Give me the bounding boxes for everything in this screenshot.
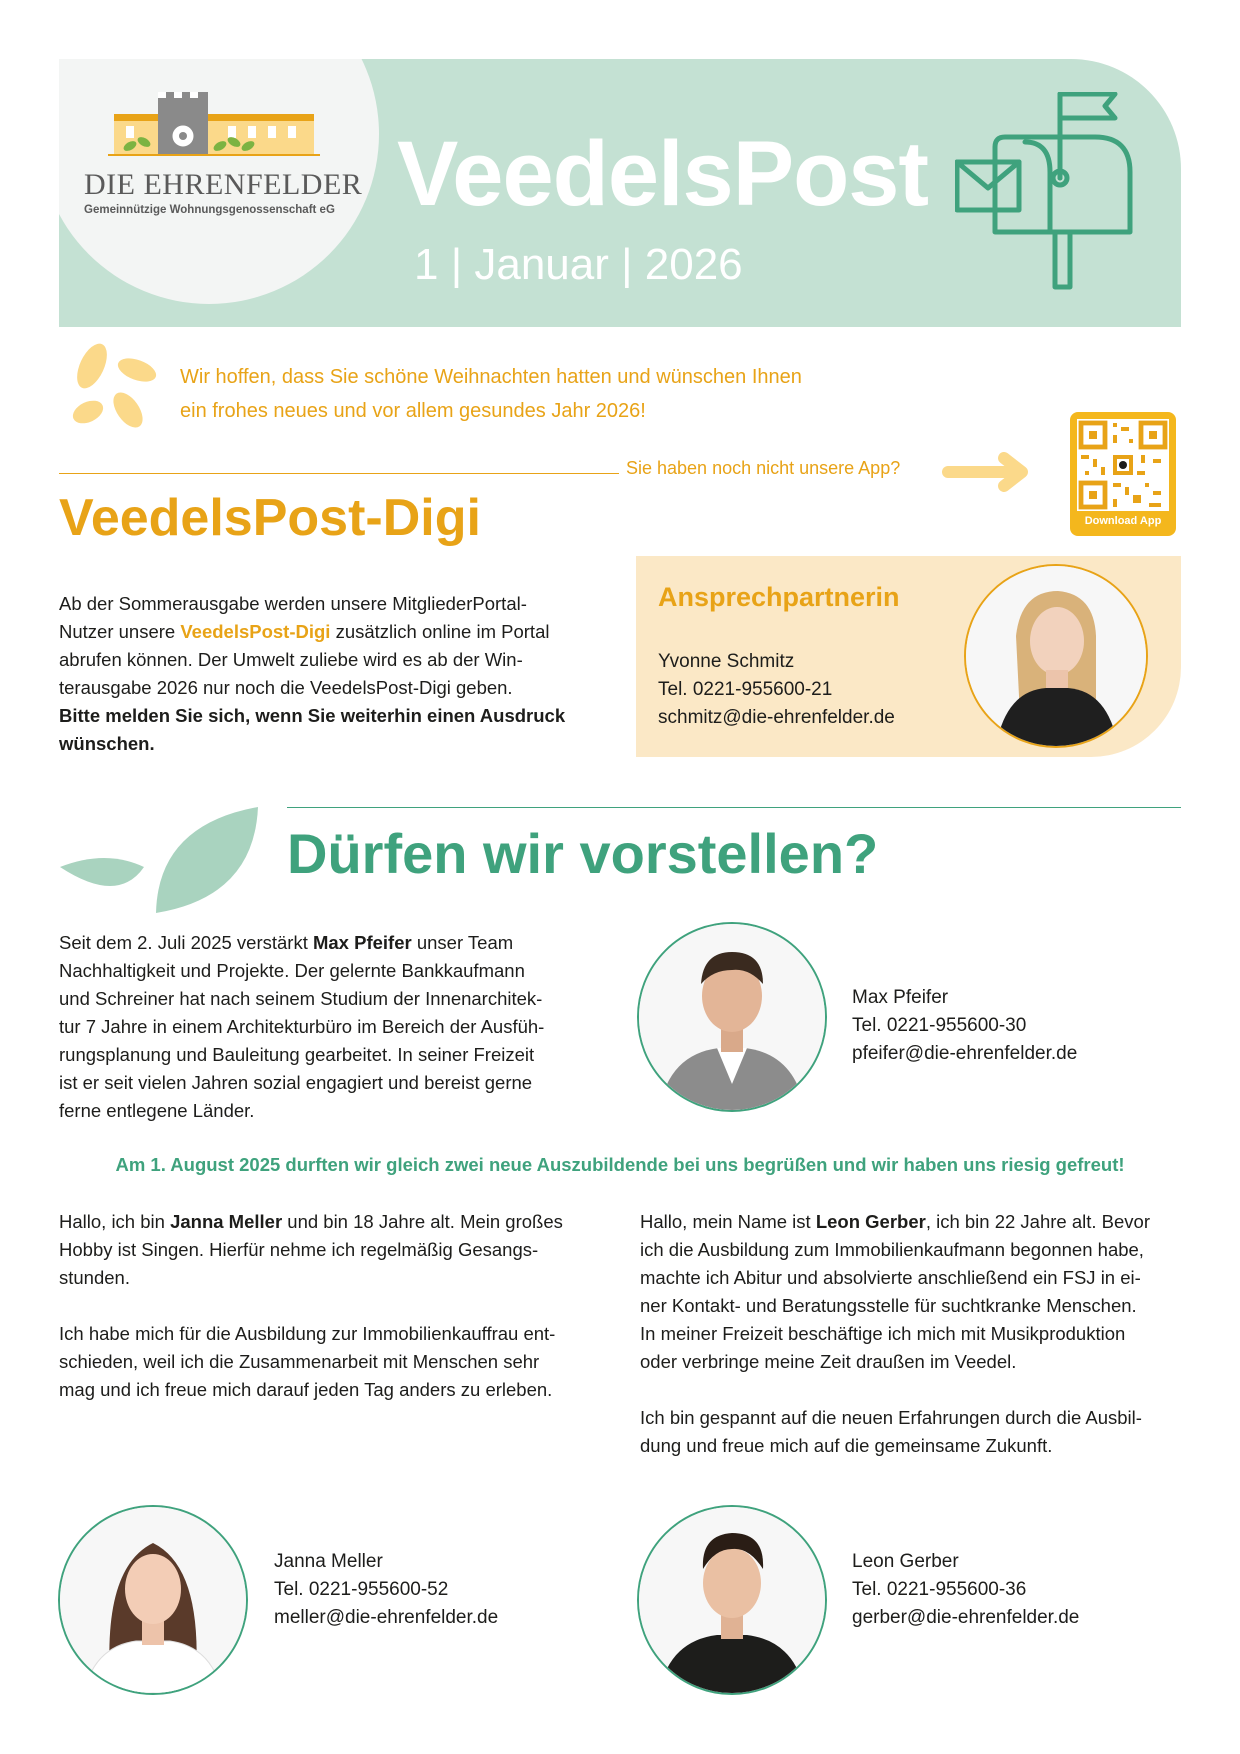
max-line-3: und Schreiner hat nach seinem Studium der Innenarchitek-	[59, 988, 543, 1009]
digi-line-1: Ab der Sommerausgabe werden unsere MitgliederPortal-	[59, 593, 527, 614]
greeting-line-1: Wir hoffen, dass Sie schöne Weihnachten hatten und wünschen Ihnen	[180, 366, 802, 388]
digi-bold-line-end: wünschen.	[59, 733, 155, 754]
janna-line-5: schieden, weil ich die Zusammenarbeit mit Menschen sehr	[59, 1351, 540, 1372]
leon-line-3: machte ich Abitur und absolvierte anschließend ein FSJ in ei-	[640, 1267, 1141, 1288]
download-app-label: Download App	[1084, 515, 1162, 527]
divider-green	[287, 807, 1181, 808]
leon-line-6: oder verbringe meine Zeit draußen im Veedel.	[640, 1351, 1017, 1372]
max-line-4: tur 7 Jahre in einem Architekturbüro im Bereich der Ausfüh-	[59, 1016, 545, 1037]
janna-contact-name: Janna Meller	[274, 1551, 383, 1572]
leon-line-4: ner Kontakt- und Beratungsstelle für suchtkranke Menschen.	[640, 1295, 1137, 1316]
leon-spacer	[640, 1376, 1185, 1404]
janna-line-1-end: und bin 18 Jahre alt. Mein großes	[282, 1211, 563, 1232]
logo-subtitle: Gemeinnützige Wohnungsgenossenschaft eG	[84, 204, 335, 216]
avatar-janna-meller	[58, 1505, 248, 1695]
digi-bold-line: Bitte melden Sie sich, wenn Sie weiterhin einen Ausdruck	[59, 705, 566, 726]
janna-spacer	[59, 1292, 599, 1320]
max-contact-name: Max Pfeifer	[852, 987, 949, 1008]
digi-line-2-start: Nutzer unsere	[59, 621, 181, 642]
janna-line-4: Ich habe mich für die Ausbildung zur Immobilienkauffrau ent-	[59, 1323, 556, 1344]
page-title: VeedelsPost	[397, 123, 929, 225]
leon-contact-phone: Tel. 0221-955600-36	[852, 1579, 1027, 1600]
digi-line-4: terausgabe 2026 nur noch die VeedelsPost-Digi geben.	[59, 677, 513, 698]
max-line-1	[59, 929, 599, 957]
max-contact	[852, 984, 1077, 1068]
janna-line-1	[59, 1208, 599, 1236]
avatar-yvonne-schmitz	[964, 564, 1148, 748]
digi-text	[59, 590, 599, 758]
august-announcement: Am 1. August 2025 durften wir gleich zwei neue Auszubildende bei uns begrüßen und wir haben uns riesig gefreut!	[115, 1154, 1125, 1175]
arrow-right-icon	[940, 452, 1032, 492]
qr-code-icon	[1077, 419, 1169, 511]
leaves-green-icon	[58, 805, 268, 915]
leon-intro	[640, 1208, 1185, 1460]
download-app-qr[interactable]	[1070, 412, 1176, 536]
greeting-text	[180, 360, 802, 428]
janna-line-1-start: Hallo, ich bin	[59, 1211, 171, 1232]
avatar-max-pfeifer	[637, 922, 827, 1112]
app-prompt: Sie haben noch nicht unsere App?	[626, 458, 901, 478]
divider-gold	[59, 473, 619, 474]
leon-line-1-start: Hallo, mein Name ist	[640, 1211, 816, 1232]
digi-highlight: VeedelsPost-Digi	[180, 621, 331, 642]
max-name-bold: Max Pfeifer	[312, 932, 412, 953]
janna-line-6: mag und ich freue mich darauf jeden Tag anders zu erleben.	[59, 1379, 553, 1400]
leon-name-bold: Leon Gerber	[815, 1211, 926, 1232]
digi-line-5	[59, 702, 599, 730]
digi-line-2	[59, 618, 599, 646]
max-line-2: Nachhaltigkeit und Projekte. Der gelernte Bankkaufmann	[59, 960, 525, 981]
max-line-5: rungsplanung und Bauleitung gearbeitet. In seiner Freizeit	[59, 1044, 535, 1065]
janna-intro	[59, 1208, 599, 1404]
greeting-line-2: ein frohes neues und vor allem gesundes Jahr 2026!	[180, 400, 646, 422]
logo-building-icon	[108, 92, 338, 164]
section-title-vorstellen: Dürfen wir vorstellen?	[287, 822, 879, 885]
digi-line-6	[59, 730, 599, 758]
leon-line-2: ich die Ausbildung zum Immobilienkaufmann begonnen habe,	[640, 1239, 1144, 1260]
leon-line-5: In meiner Freizeit beschäftige ich mich mit Musikproduktion	[640, 1323, 1126, 1344]
max-intro	[59, 929, 599, 1125]
leaves-icon	[70, 340, 160, 430]
avatar-leon-gerber	[637, 1505, 827, 1695]
contact-details	[658, 648, 895, 732]
contact-email[interactable]: schmitz@die-ehrenfelder.de	[658, 707, 895, 728]
leon-contact	[852, 1548, 1079, 1632]
max-line-7: ferne entlegene Länder.	[59, 1100, 255, 1121]
janna-contact	[274, 1548, 498, 1632]
max-contact-email[interactable]: pfeifer@die-ehrenfelder.de	[852, 1043, 1078, 1064]
leon-line-1	[640, 1208, 1185, 1236]
contact-name: Yvonne Schmitz	[658, 651, 795, 672]
janna-name-bold: Janna Meller	[170, 1211, 283, 1232]
contact-phone: Tel. 0221-955600-21	[658, 679, 833, 700]
leon-line-8: dung und freue mich auf die gemeinsame Zukunft.	[640, 1435, 1053, 1456]
janna-contact-phone: Tel. 0221-955600-52	[274, 1579, 449, 1600]
mailbox-icon	[955, 92, 1155, 292]
max-line-6: ist er seit vielen Jahren sozial engagiert und bereist gerne	[59, 1072, 533, 1093]
max-line-1-start: Seit dem 2. Juli 2025 verstärkt	[59, 932, 313, 953]
digi-line-2-end: zusätzlich online im Portal	[330, 621, 550, 642]
max-contact-phone: Tel. 0221-955600-30	[852, 1015, 1027, 1036]
leon-line-1-end: , ich bin 22 Jahre alt. Bevor	[925, 1211, 1150, 1232]
max-line-1-end: unser Team	[411, 932, 514, 953]
leon-line-7: Ich bin gespannt auf die neuen Erfahrungen durch die Ausbil-	[640, 1407, 1142, 1428]
logo-name: DIE EHRENFELDER	[84, 168, 363, 201]
janna-line-2: Hobby ist Singen. Hierfür nehme ich regelmäßig Gesangs-	[59, 1239, 539, 1260]
leon-contact-name: Leon Gerber	[852, 1551, 959, 1572]
digi-line-3: abrufen können. Der Umwelt zuliebe wird es ab der Win-	[59, 649, 523, 670]
janna-line-3: stunden.	[59, 1267, 130, 1288]
contact-title: Ansprechpartnerin	[658, 582, 900, 612]
leon-contact-email[interactable]: gerber@die-ehrenfelder.de	[852, 1607, 1080, 1628]
digi-title: VeedelsPost-Digi	[59, 489, 481, 547]
issue-date: 1 | Januar | 2026	[414, 240, 743, 289]
janna-contact-email[interactable]: meller@die-ehrenfelder.de	[274, 1607, 499, 1628]
